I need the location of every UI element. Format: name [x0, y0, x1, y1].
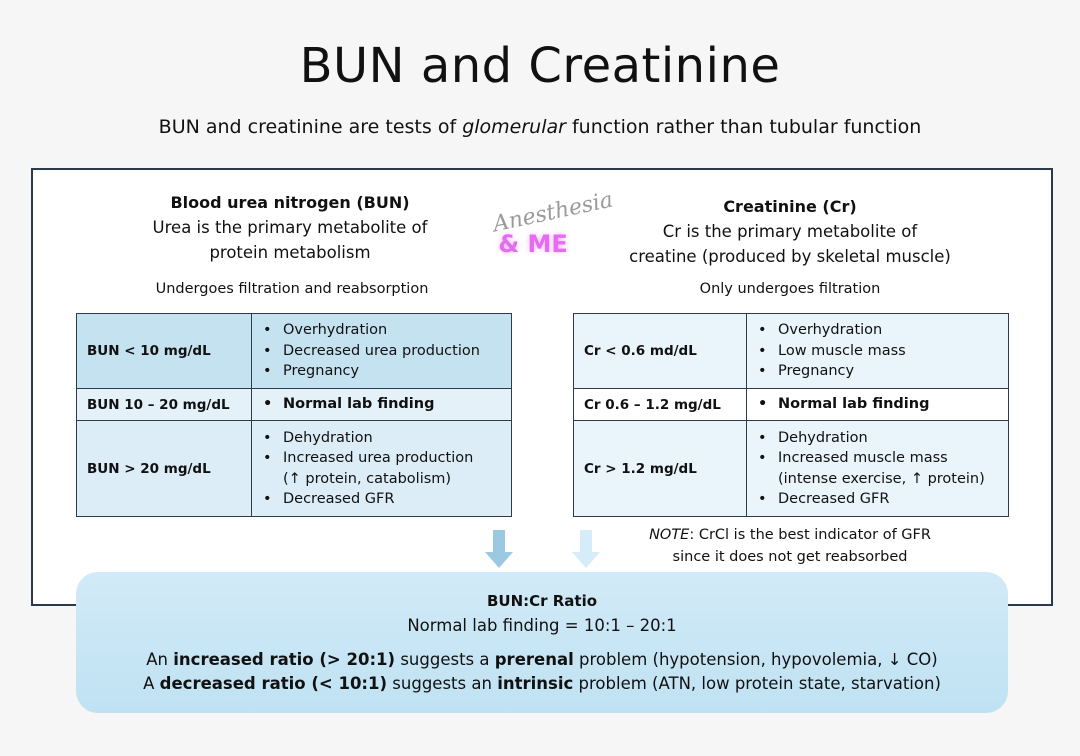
table-row [574, 314, 1009, 389]
subtitle-emphasis: glomerular [462, 116, 566, 138]
bun-header [130, 190, 450, 265]
cr-header [610, 194, 970, 269]
ratio-normal: Normal lab finding = 10:1 – 20:1 [407, 616, 677, 635]
bun-heading: Blood urea nitrogen (BUN) [170, 193, 410, 212]
table-row [77, 389, 512, 421]
brand-logo [478, 187, 628, 270]
table-row [574, 389, 1009, 421]
cr-process: Only undergoes filtration [699, 281, 881, 297]
text-run: A [143, 674, 160, 693]
logo-script: Anesthesia [490, 187, 616, 238]
list-item: • Decreased GFR [758, 489, 1007, 510]
list-item: • Low muscle mass [758, 341, 1007, 362]
bun-desc-line1: Urea is the primary metabolite of [152, 218, 428, 237]
cr-row-findings [747, 421, 1009, 517]
subtitle-pre: BUN and creatinine are tests of [158, 116, 463, 138]
bun-row-label: BUN > 20 mg/dL [77, 421, 252, 517]
list-item: • Overhydration [263, 320, 510, 341]
list-item-text: Increased muscle mass [778, 450, 948, 466]
list-item-subtext: (↑ protein, catabolism) [283, 470, 452, 487]
note-line2: since it does not get reabsorbed [672, 549, 908, 565]
bun-desc-line2: protein metabolism [209, 243, 371, 262]
arrow-down-icon [484, 530, 514, 570]
bun-row-label: BUN 10 – 20 mg/dL [77, 389, 252, 421]
arrow-down-icon [571, 530, 601, 570]
list-item: • Decreased urea production [263, 341, 510, 362]
bun-process: Undergoes filtration and reabsorption [155, 281, 429, 297]
text-run: An [146, 650, 174, 669]
note-text [610, 524, 970, 568]
bun-row-findings [252, 421, 512, 517]
cr-heading: Creatinine (Cr) [723, 197, 857, 216]
list-item: • Pregnancy [758, 361, 1007, 382]
list-item: • Normal lab finding [263, 394, 510, 415]
table-row [77, 314, 512, 389]
page-title: BUN and Creatinine [299, 38, 781, 94]
bun-row-findings [252, 389, 512, 421]
cr-desc-line1: Cr is the primary metabolite of [662, 222, 918, 241]
subtitle-post: function rather than tubular function [565, 116, 922, 138]
page-subtitle [0, 116, 1080, 138]
cr-row-label: Cr < 0.6 md/dL [574, 314, 747, 389]
list-item-text: Increased urea production [283, 450, 474, 466]
ratio-decreased-line [76, 674, 1008, 693]
list-item: • Pregnancy [263, 361, 510, 382]
list-item [758, 448, 1007, 489]
list-item: • Overhydration [758, 320, 1007, 341]
text-bold: decreased ratio (< 10:1) [159, 674, 388, 693]
list-item [263, 448, 510, 489]
ratio-title: BUN:Cr Ratio [486, 592, 598, 610]
bun-row-findings [252, 314, 512, 389]
ratio-box [76, 572, 1008, 713]
bun-row-label: BUN < 10 mg/dL [77, 314, 252, 389]
logo-accent: & ME [498, 230, 568, 258]
cr-row-label: Cr 0.6 – 1.2 mg/dL [574, 389, 747, 421]
list-item: • Decreased GFR [263, 489, 510, 510]
text-run: suggests a [395, 650, 495, 669]
cr-row-findings [747, 389, 1009, 421]
text-bold: intrinsic [497, 674, 574, 693]
text-bold: prerenal [494, 650, 574, 669]
text-run: problem (hypotension, hypovolemia, ↓ CO) [573, 650, 938, 669]
table-row [574, 421, 1009, 517]
list-item: • Dehydration [758, 428, 1007, 449]
bun-table [76, 313, 512, 517]
table-row [77, 421, 512, 517]
cr-row-label: Cr > 1.2 mg/dL [574, 421, 747, 517]
list-item: • Normal lab finding [758, 394, 1007, 415]
note-label: NOTE [649, 527, 690, 543]
cr-table [573, 313, 1009, 517]
text-bold: increased ratio (> 20:1) [173, 650, 396, 669]
text-run: problem (ATN, low protein state, starvation) [573, 674, 941, 693]
text-run: suggests an [387, 674, 498, 693]
list-item-subtext: (intense exercise, ↑ protein) [778, 470, 985, 487]
ratio-increased-line [76, 650, 1008, 669]
list-item: • Dehydration [263, 428, 510, 449]
cr-desc-line2: creatine (produced by skeletal muscle) [629, 247, 951, 266]
note-line1: : CrCl is the best indicator of GFR [689, 527, 931, 543]
cr-row-findings [747, 314, 1009, 389]
